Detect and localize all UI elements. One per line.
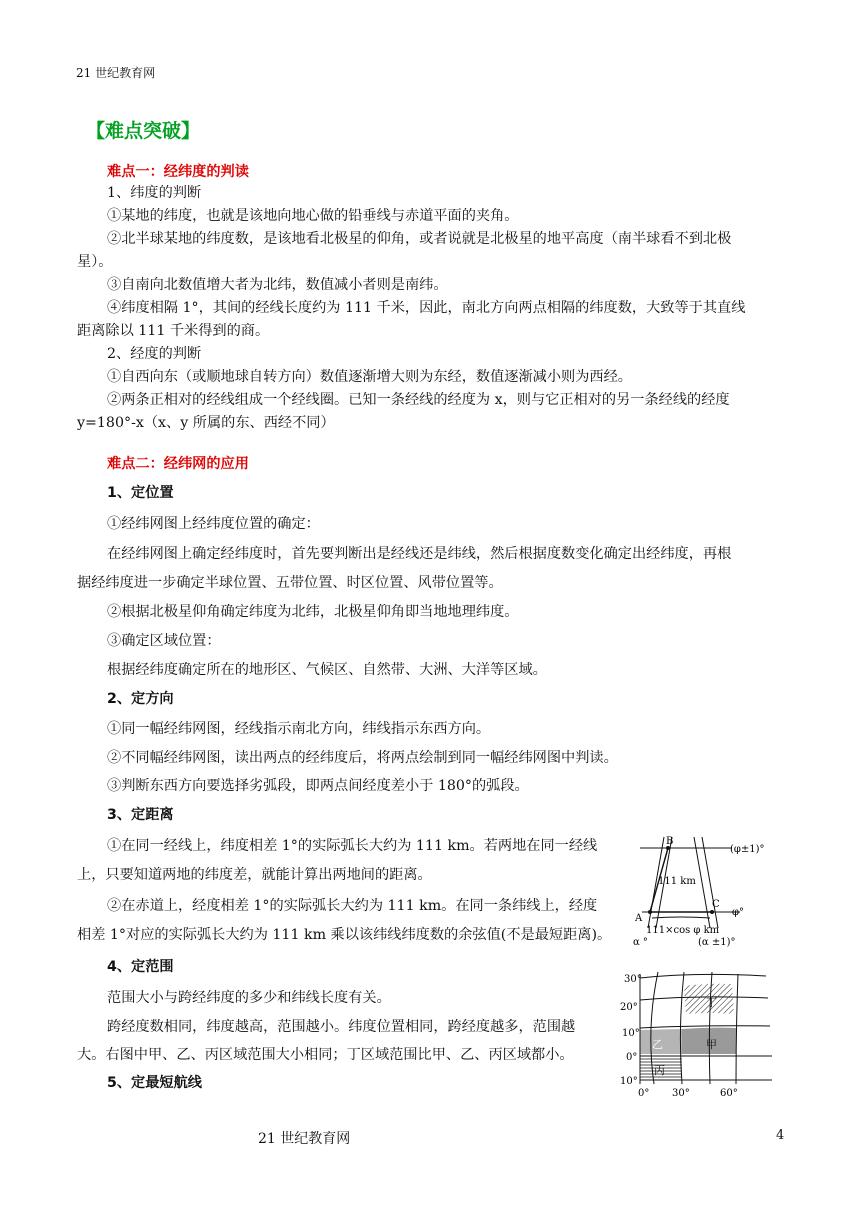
part2-line: 跨经度数相同，纬度越高，范围越小。纬度位置相同，跨经度越多，范围越 — [107, 1019, 576, 1035]
point-b-label: B — [666, 836, 674, 847]
part2-line: ②在赤道上，经度相差 1°的实际弧长大约为 111 km。在同一条纬线上，经度 — [107, 898, 598, 914]
region-jia-label: 甲 — [706, 1038, 717, 1051]
point-a-label: A — [635, 913, 643, 924]
distance-diagram — [628, 832, 778, 952]
part2-line: 根据经纬度确定所在的地形区、气候区、自然带、大洲、大洋等区域。 — [107, 662, 547, 678]
part2-line: ②根据北极星仰角确定纬度为北纬，北极星仰角即当地地理纬度。 — [107, 604, 519, 620]
parallel-distance-label: 111×cos φ km — [646, 925, 720, 936]
lat-10s-label: 10° — [620, 1076, 638, 1087]
lat-10-label: 10° — [622, 1028, 640, 1039]
lon-30-label: 30° — [672, 1088, 690, 1099]
part1-line: ②两条正相对的经线组成一个经线圈。已知一条经线的经度为 x，则与它正相对的另一条经线的经度 — [107, 392, 730, 408]
section-title: 【难点突破】 — [86, 120, 201, 142]
alpha-plus-minus-label: (α ±1)° — [698, 937, 736, 948]
part1-line: ①某地的纬度，也就是该地向地心做的铅垂线与赤道平面的夹角。 — [107, 208, 519, 224]
meridian-distance-label: 111 km — [658, 876, 696, 887]
subheading: 1、定位置 — [107, 485, 174, 501]
region-bing-label: 丙 — [654, 1064, 665, 1077]
page-header: 21 世纪教育网 — [76, 66, 156, 80]
graticule-area-diagram — [616, 968, 786, 1102]
part2-line: 相差 1°对应的实际弧长大约为 111 km 乘以该纬线纬度数的余弦值(不是最短距离)。 — [77, 927, 612, 943]
part2-line: 上，只要知道两地的纬度差，就能计算出两地间的距离。 — [77, 867, 432, 883]
alpha-label: α ° — [633, 937, 648, 948]
page-footer: 21 世纪教育网 — [258, 1131, 351, 1147]
part2-line: 据经纬度进一步确定半球位置、五带位置、时区位置、风带位置等。 — [77, 575, 503, 591]
part1-line: 1、纬度的判断 — [107, 185, 202, 201]
lat-30-label: 30° — [624, 974, 642, 985]
part1-title: 难点一：经纬度的判读 — [107, 164, 249, 180]
part1-line: ②北半球某地的纬度数，是该地看北极星的仰角，或者说就是北极星的地平高度（南半球看不到北极 — [107, 231, 732, 247]
part2-line: ①在同一经线上，纬度相差 1°的实际弧长大约为 111 km。若两地在同一经线 — [107, 838, 598, 854]
part1-line: 2、经度的判断 — [107, 346, 202, 362]
part2-line: ③判断东西方向要选择劣弧段，即两点间经度差小于 180°的弧段。 — [107, 778, 529, 794]
part2-line: ③确定区域位置： — [107, 633, 221, 649]
subheading: 2、定方向 — [107, 691, 174, 707]
subheading: 4、定范围 — [107, 959, 174, 975]
part1-line: 距离除以 111 千米得到的商。 — [77, 323, 270, 339]
subheading: 5、定最短航线 — [107, 1075, 202, 1091]
lon-0-label: 0° — [638, 1088, 650, 1099]
part1-line: ①自西向东（或顺地球自转方向）数值逐渐增大则为东经，数值逐渐减小则为西经。 — [107, 369, 632, 385]
part1-line: ④纬度相隔 1°，其间的经线长度约为 111 千米，因此，南北方向两点相隔的纬度数，大致等于其直线 — [107, 300, 746, 316]
lat-20-label: 20° — [620, 1002, 638, 1013]
point-c-label: C — [712, 899, 720, 910]
part2-line: 在经纬网图上确定经纬度时，首先要判断出是经线还是纬线，然后根据度数变化确定出经纬度，再根 — [107, 546, 732, 562]
part1-line: y=180°-x（x、y 所属的东、西经不同） — [77, 415, 335, 431]
phi-label: φ° — [732, 907, 745, 918]
page-number: 4 — [776, 1128, 785, 1143]
part2-title: 难点二：经纬网的应用 — [107, 456, 249, 472]
part2-line: ①经纬网图上经纬度位置的确定： — [107, 516, 320, 532]
lat-0-label: 0° — [626, 1052, 638, 1063]
lon-60-label: 60° — [720, 1088, 738, 1099]
region-ding-label: 丁 — [706, 996, 717, 1009]
part2-line: 大。右图中甲、乙、丙区域范围大小相同；丁区域范围比甲、乙、丙区域都小。 — [77, 1047, 574, 1063]
part2-line: ②不同幅经纬网图，读出两点的经纬度后，将两点绘制到同一幅经纬网图中判读。 — [107, 750, 618, 766]
region-yi-label: 乙 — [652, 1038, 663, 1051]
part2-line: ①同一幅经纬网图，经线指示南北方向，纬线指示东西方向。 — [107, 721, 491, 737]
top-latitude-label: (φ±1)° — [730, 844, 765, 855]
part1-line: ③自南向北数值增大者为北纬，数值减小者则是南纬。 — [107, 277, 448, 293]
subheading: 3、定距离 — [107, 807, 174, 823]
part1-line: 星）。 — [77, 254, 113, 270]
part2-line: 范围大小与跨经纬度的多少和纬线长度有关。 — [107, 990, 391, 1006]
